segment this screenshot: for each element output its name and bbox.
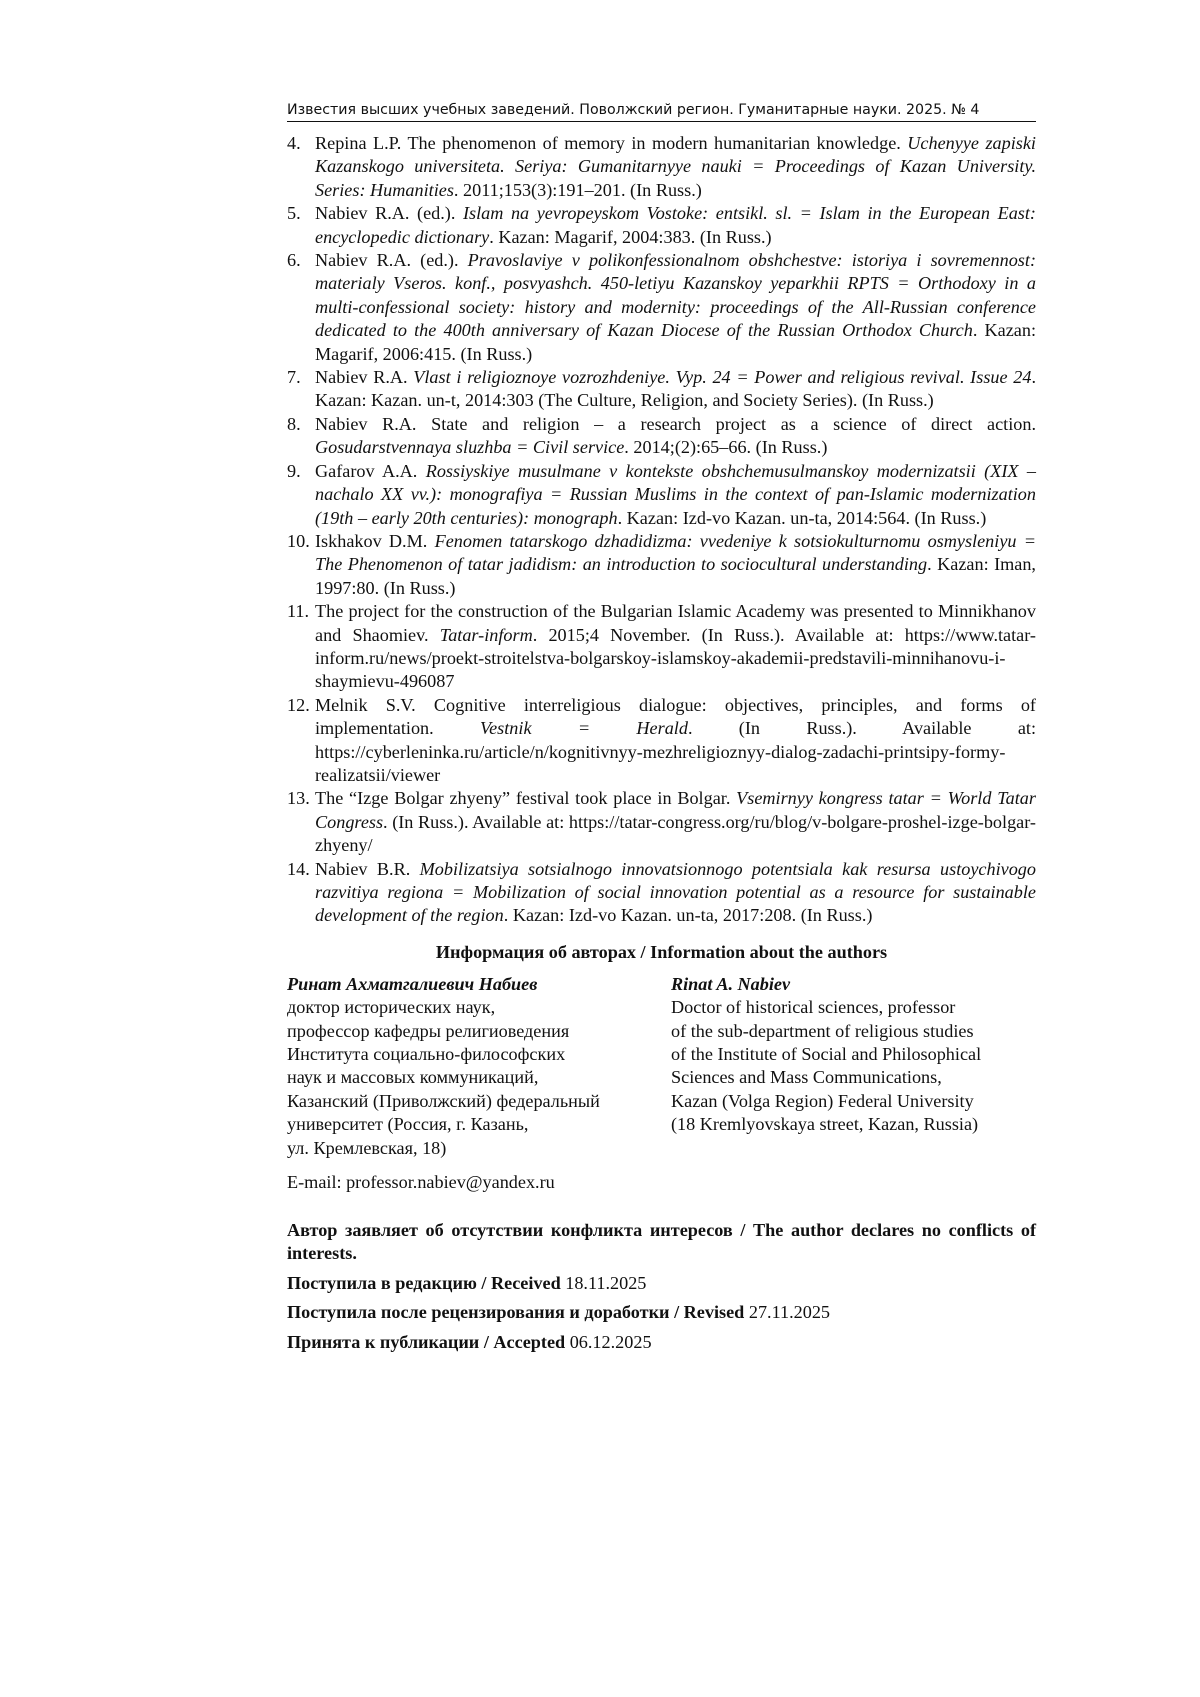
accepted-date: 06.12.2025 — [569, 1331, 652, 1352]
author-info-en — [671, 973, 1036, 1160]
author-line-ru: ул. Кремлевская, 18) — [287, 1137, 447, 1158]
running-header: Известия высших учебных заведений. Поволжский регион. Гуманитарные науки. 2025. № 4 — [287, 102, 1036, 122]
author-line-ru: Казанский (Приволжский) федеральный — [287, 1090, 600, 1111]
received-date: 18.11.2025 — [565, 1272, 647, 1293]
author-info-ru — [287, 973, 671, 1160]
reference-item: 14. Nabiev B.R. Mobilizatsiya sotsialnogo innovatsionnogo potentsiala kak resursa ustoychivogo razvitiya regiona = Mobilization of social innovation potential as a resource for sustainable development of the region. Kazan: Izd-vo Kazan. un-ta, 2017:208. (In Russ.) — [287, 858, 1036, 926]
authors-block — [287, 973, 1036, 1160]
received-label: Поступила в редакцию / Received — [287, 1272, 561, 1293]
reference-item: 6. Nabiev R.A. (ed.). Pravoslaviye v polikonfessionalnom obshchestve: istoriya i sovremennost: materialy Vseros. konf., posvyashch. 450-letiyu Kazanskoy yeparkhii RPTS = Orthodoxy in a multi-confessional society: history and modernity: proceedings of the All-Russian conference dedicated to the 400th anniversary of Kazan Diocese of the Russian Orthodox Church. Kazan: Magarif, 2006:415. (In Russ.) — [287, 250, 1036, 364]
revised-label: Поступила после рецензирования и доработки / Revised — [287, 1302, 745, 1323]
reference-item: 5. Nabiev R.A. (ed.). Islam na yevropeyskom Vostoke: entsikl. sl. = Islam in the European East: encyclopedic dictionary. Kazan: Magarif, 2004:383. (In Russ.) — [287, 203, 1036, 247]
author-line-en: of the sub-department of religious studies — [671, 1020, 974, 1041]
conflict-statement: Автор заявляет об отсутствии конфликта интересов / The author declares no conflicts of interests. — [287, 1220, 1036, 1264]
author-line-en: Kazan (Volga Region) Federal University — [671, 1090, 974, 1111]
reference-item: 8. Nabiev R.A. State and religion – a research project as a science of direct action. Gosudarstvennaya sluzhba = Civil service. 2014;(2):65–66. (In Russ.) — [287, 413, 1036, 458]
authors-heading: Информация об авторах / Information about the authors — [435, 941, 888, 962]
author-line-ru: Института социально-философских — [287, 1044, 566, 1065]
reference-item: 9. Gafarov A.A. Rossiyskiye musulmane v kontekste obshchemusulmanskoy modernizatsii (XIX – nachalo XX vv.): monografiya = Russian Muslims in the context of pan-Islamic modernization (19th – early 20th centuries): monograph. Kazan: Izd-vo Kazan. un-ta, 2014:564. (In Russ.) — [287, 460, 1036, 528]
author-line-en: of the Institute of Social and Philosophical — [671, 1044, 982, 1065]
author-email: E-mail: professor.nabiev@yandex.ru — [287, 1172, 555, 1193]
reference-item: 12. Melnik S.V. Cognitive interreligious dialogue: objectives, principles, and forms of implementation. Vestnik = Herald. (In Russ.). Available at: https://cyberleninka.ru/article/n/kognitivnyy-mezhreligioznyy-dialog-zadachi-printsipy-formy-realizatsii/viewer — [287, 694, 1036, 785]
reference-item: 11. The project for the construction of the Bulgarian Islamic Academy was presented to Minnikhanov and Shaomiev. Tatar-inform. 2015;4 November. (In Russ.). Available at: https://www.tatar-inform.ru/news/proekt-stroitelstva-bolgarskoy-islamskoy-akademii-predstavili-minnihanovu-i-shaymievu-496087 — [287, 601, 1036, 692]
revised-date: 27.11.2025 — [748, 1302, 831, 1323]
reference-item: 10. Iskhakov D.M. Fenomen tatarskogo dzhadidizma: vvedeniye k sotsiokulturnomu osmysleniyu = The Phenomenon of tatar jadidism: an introduction to sociocultural understanding. Kazan: Iman, 1997:80. (In Russ.) — [287, 530, 1037, 598]
reference-item: 7. Nabiev R.A. Vlast i religioznoye vozrozhdeniye. Vyp. 24 = Power and religious revival. Issue 24. Kazan: Kazan. un-t, 2014:303 (The Culture, Religion, and Society Series). (In Russ.) — [287, 367, 1036, 411]
author-line-en: Sciences and Mass Communications, — [671, 1067, 942, 1088]
author-line-en: Doctor of historical sciences, professor — [671, 997, 956, 1018]
reference-item: 13. The “Izge Bolgar zhyeny” festival took place in Bolgar. Vsemirnyy kongress tatar = World Tatar Congress. (In Russ.). Available at: https://tatar-congress.org/ru/blog/v-bolgare-proshel-izge-bolgar-zhyeny/ — [287, 788, 1036, 856]
author-name-en: Rinat A. Nabiev — [671, 973, 791, 994]
author-line-en: (18 Kremlyovskaya street, Kazan, Russia) — [671, 1114, 979, 1135]
author-name-ru: Ринат Ахматгалиевич Набиев — [287, 973, 538, 994]
accepted-label: Принята к публикации / Accepted — [287, 1331, 566, 1352]
author-line-ru: наук и массовых коммуникаций, — [287, 1067, 539, 1088]
author-line-ru: профессор кафедры религиоведения — [287, 1020, 570, 1041]
author-line-ru: университет (Россия, г. Казань, — [287, 1114, 529, 1135]
reference-list — [287, 132, 1036, 928]
received-date-line — [287, 1272, 1036, 1295]
page — [287, 102, 1036, 1354]
reference-item: 4. Repina L.P. The phenomenon of memory in modern humanitarian knowledge. Uchenyye zapiski Kazanskogo universiteta. Seriya: Gumanitarnyye nauki = Proceedings of Kazan University. Series: Humanities. 2011;153(3):191–201. (In Russ.) — [287, 133, 1036, 200]
accepted-date-line — [287, 1331, 1036, 1354]
revised-date-line — [287, 1301, 1036, 1324]
author-line-ru: доктор исторических наук, — [287, 997, 496, 1018]
